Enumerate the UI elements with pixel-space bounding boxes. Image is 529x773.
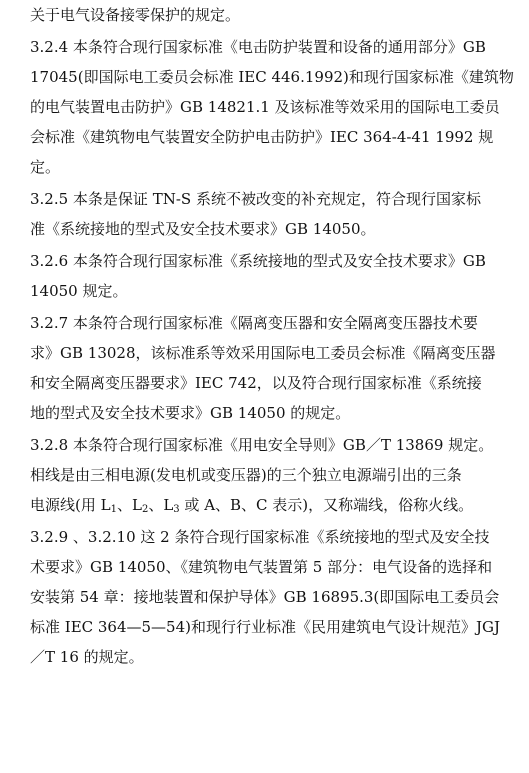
- text-line: 3.2.5 本条是保证 TN-S 系统不被改变的补充规定，符合现行国家标: [30, 190, 481, 208]
- subscript: 2: [141, 504, 149, 515]
- text-fragment: 电源线(用 L: [30, 496, 111, 514]
- text-fragment: 、L: [148, 496, 174, 514]
- text-line: 17045(即国际电工委员会标准 IEC 446.1992)和现行国家标准《建筑物: [30, 68, 514, 86]
- text-line: ／T 16 的规定。: [30, 648, 144, 666]
- text-line: 标准 IEC 364—5—54)和现行行业标准《民用建筑电气设计规范》JGJ: [30, 618, 501, 636]
- text-line: 3.2.4 本条符合现行国家标准《电击防护装置和设备的通用部分》GB: [30, 38, 486, 56]
- text-line: 定。: [30, 158, 61, 176]
- text-fragment: 或 A、B、C 表示)，又称端线，俗称火线。: [179, 496, 474, 514]
- text-line: 求》GB 13028，该标准系等效采用国际电工委员会标准《隔离变压器: [30, 344, 496, 362]
- text-line: 安装第 54 章：接地装置和保护导体》GB 16895.3(即国际电工委员会: [30, 588, 500, 606]
- text-line: 3.2.6 本条符合现行国家标准《系统接地的型式及安全技术要求》GB: [30, 252, 486, 270]
- text-line: 3.2.8 本条符合现行国家标准《用电安全导则》GB／T 13869 规定。: [30, 436, 494, 454]
- text-fragment: 、L: [116, 496, 142, 514]
- text-line: 会标准《建筑物电气装置安全防护电击防护》IEC 364-4-41 1992 规: [30, 128, 494, 146]
- text-line: 3.2.9 、3.2.10 这 2 条符合现行国家标准《系统接地的型式及安全技: [30, 528, 490, 546]
- text-line: 术要求》GB 14050、《建筑物电气装置第 5 部分：电气设备的选择和: [30, 558, 493, 576]
- text-line: 3.2.7 本条符合现行国家标准《隔离变压器和安全隔离变压器技术要: [30, 314, 478, 332]
- text-line: 地的型式及安全技术要求》GB 14050 的规定。: [30, 404, 351, 422]
- text-line: 关于电气设备接零保护的规定。: [30, 6, 241, 24]
- text-line: 的电气装置电击防护》GB 14821.1 及该标准等效采用的国际电工委员: [30, 98, 500, 116]
- text-line: 和安全隔离变压器要求》IEC 742，以及符合现行国家标准《系统接: [30, 374, 482, 392]
- text-line: 准《系统接地的型式及安全技术要求》GB 14050。: [30, 220, 376, 238]
- text-line: 14050 规定。: [30, 282, 128, 300]
- text-line: 相线是由三相电源(发电机或变压器)的三个独立电源端引出的三条: [30, 466, 462, 484]
- subscript: 3: [173, 504, 180, 515]
- subscript: 1: [110, 504, 117, 515]
- text-line: [30, 494, 473, 516]
